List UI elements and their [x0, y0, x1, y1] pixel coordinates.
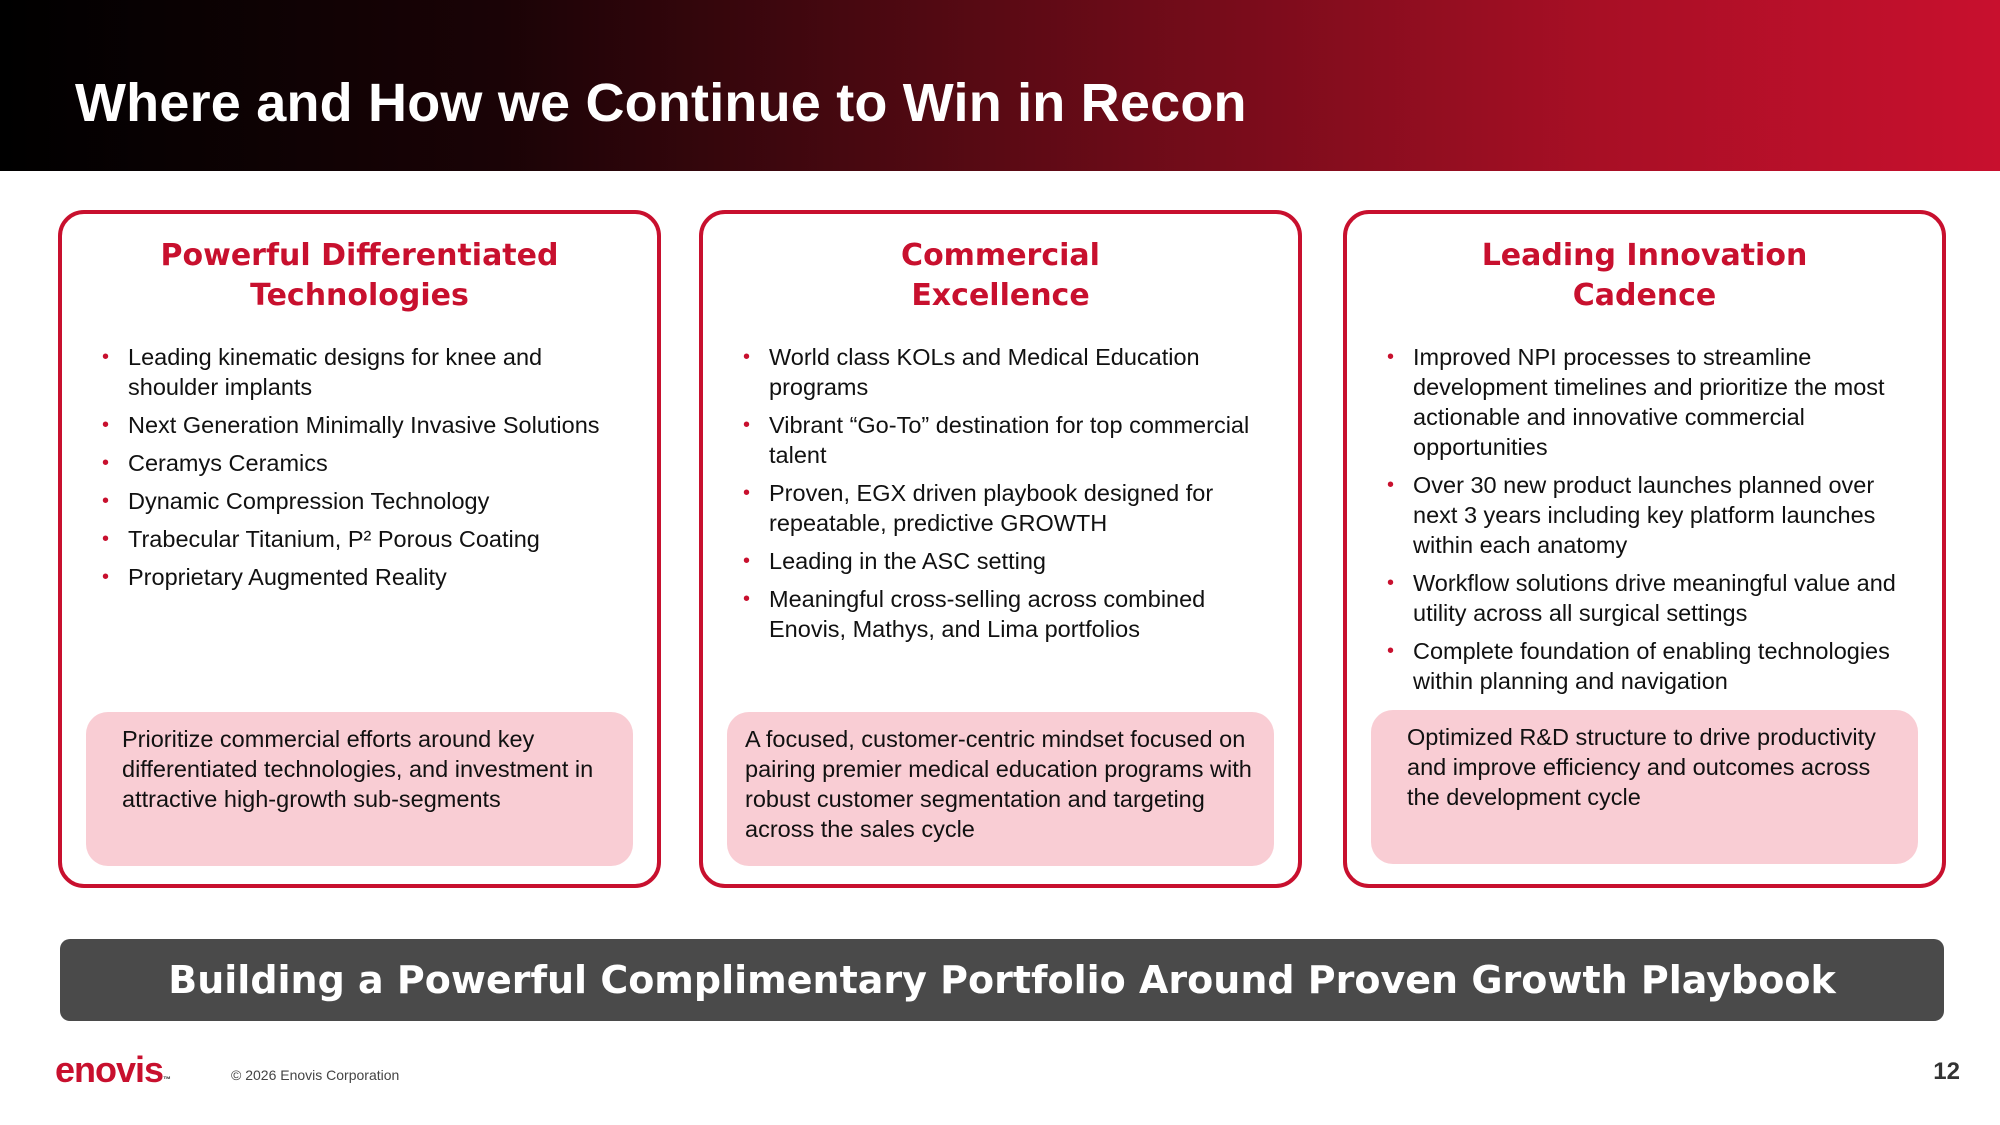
list-item: • Dynamic Compression Technology: [102, 488, 490, 514]
bullet-icon: •: [102, 452, 110, 474]
copyright-text: © 2026 Enovis Corporation: [231, 1067, 400, 1083]
list-item: • Meaningful cross-selling across combined Enovis, Mathys, and Lima portfolios: [743, 586, 1206, 642]
card-summary-note: Prioritize commercial efforts around key differentiated technologies, and investment in attractive high-growth sub-segments: [86, 712, 633, 866]
bullet-icon: •: [1387, 346, 1395, 368]
card-title-line: Commercial: [901, 238, 1100, 273]
bullet-list: [98, 342, 637, 600]
card-differentiated-technologies: [58, 210, 661, 888]
card-title: [703, 236, 1298, 316]
list-item: • Vibrant “Go-To” destination for top commercial talent: [743, 412, 1250, 468]
list-item: • Leading kinematic designs for knee and shoulder implants: [102, 344, 543, 400]
card-summary-note: A focused, customer-centric mindset focused on pairing premier medical education programs with robust customer segmentation and targeting across the sales cycle: [727, 712, 1274, 866]
bullet-list: [1383, 342, 1922, 704]
list-item: • Next Generation Minimally Invasive Solutions: [102, 412, 600, 438]
bullet-icon: •: [1387, 474, 1395, 496]
bullet-icon: •: [743, 588, 751, 610]
card-title: [1347, 236, 1942, 316]
enovis-logo: enovis™: [55, 1049, 171, 1090]
card-title: [62, 236, 657, 316]
bullet-list: [739, 342, 1278, 652]
bullet-icon: •: [1387, 640, 1395, 662]
list-item: • Ceramys Ceramics: [102, 450, 328, 476]
bullet-icon: •: [743, 482, 751, 504]
summary-banner: Building a Powerful Complimentary Portfolio Around Proven Growth Playbook: [60, 939, 1944, 1021]
bullet-icon: •: [102, 346, 110, 368]
card-title-line: Leading Innovation: [1481, 238, 1808, 273]
card-innovation-cadence: [1343, 210, 1946, 888]
card-summary-note: Optimized R&D structure to drive productivity and improve efficiency and outcomes across the development cycle: [1371, 710, 1918, 864]
list-item: • World class KOLs and Medical Education programs: [743, 344, 1200, 400]
card-title-line: Excellence: [911, 278, 1090, 313]
bullet-icon: •: [102, 414, 110, 436]
card-title-line: Powerful Differentiated: [160, 238, 559, 273]
card-title-line: Technologies: [250, 278, 469, 313]
card-commercial-excellence: [699, 210, 1302, 888]
list-item: • Leading in the ASC setting: [743, 548, 1046, 574]
bullet-icon: •: [102, 490, 110, 512]
list-item: • Trabecular Titanium, P² Porous Coating: [102, 526, 540, 552]
list-item: • Over 30 new product launches planned over next 3 years including key platform launches within each anatomy: [1387, 472, 1876, 558]
list-item: • Complete foundation of enabling technologies within planning and navigation: [1387, 638, 1890, 694]
bullet-icon: •: [102, 566, 110, 588]
list-item: • Workflow solutions drive meaningful value and utility across all surgical settings: [1387, 570, 1896, 626]
bullet-icon: •: [743, 550, 751, 572]
bullet-icon: •: [743, 346, 751, 368]
list-item: • Proprietary Augmented Reality: [102, 564, 447, 590]
list-item: • Proven, EGX driven playbook designed for repeatable, predictive GROWTH: [743, 480, 1214, 536]
card-title-line: Cadence: [1572, 278, 1717, 313]
bullet-icon: •: [743, 414, 751, 436]
title-bar: [0, 0, 2000, 171]
list-item: • Improved NPI processes to streamline development timelines and prioritize the most actionable and innovative commercial opportunities: [1387, 344, 1885, 460]
bullet-icon: •: [102, 528, 110, 550]
page-number: 12: [1933, 1058, 1960, 1085]
bullet-icon: •: [1387, 572, 1395, 594]
page-title: Where and How we Continue to Win in Recon: [75, 73, 1247, 133]
